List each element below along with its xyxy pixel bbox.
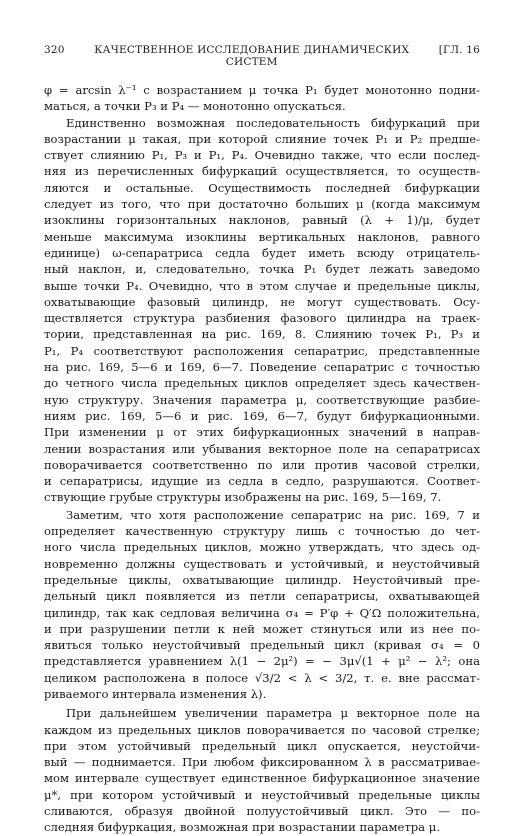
text-line: маться, а точки P₃ и P₄ — монотонно опускаться. [44, 99, 346, 114]
text-line: няя из перечисленных бифуркаций осуществляется, то осуществ- [44, 164, 480, 179]
text-line: до четного числа предельных циклов определяет здесь качествен- [44, 376, 480, 391]
text-line: и при разрушении петли к ней может стянуться или из нее по- [44, 621, 480, 636]
body-text [44, 82, 480, 836]
text-line: следует из того, что при достаточно больших μ (когда максимум [44, 197, 480, 212]
text-line: ществляется структура разбиения фазового цилиндра на траек- [44, 311, 480, 326]
running-title: КАЧЕСТВЕННОЕ ИССЛЕДОВАНИЕ ДИНАМИЧЕСКИХ СИСТЕМ [94, 44, 410, 68]
text-line: мом интервале существует единственное бифуркационное значение [44, 771, 480, 786]
text-line: ного числа предельных циклов, можно утверждать, что здесь од- [44, 540, 480, 555]
running-header [44, 44, 480, 68]
text-line: ную структуру. Значения параметра μ, соответствующие разбие- [44, 392, 480, 407]
text-line: представляется уравнением λ(1 − 2μ²) = − 3μ√(1 + μ² − λ²; она [44, 654, 480, 669]
text-line: риваемого интервала изменения λ). [44, 686, 267, 701]
paragraph [44, 82, 480, 115]
text-line: ствующие грубые структуры изображены на рис. 169, 5—169, 7. [44, 490, 442, 505]
text-line: лении возрастания или убывания векторное поле на сепаратрисах [44, 441, 480, 456]
text-line: дельный цикл появляется из петли сепаратрисы, охватывающей [44, 589, 480, 604]
text-line: При дальнейшем увеличении параметра μ векторное поле на [66, 706, 480, 721]
text-line: определяет качественную структуру лишь с точностью до чет- [44, 524, 480, 539]
page-number: 320 [44, 44, 65, 56]
paragraph [44, 115, 480, 506]
text-line: и сепаратрисы, идущие из седла в седло, разрушаются. Соответ- [44, 474, 480, 489]
text-line: новременно должны существовать и устойчивый, и неустойчивый [44, 556, 480, 571]
text-line: на рис. 169, 5—6 и 169, 6—7. Поведение сепаратрис с точностью [44, 360, 480, 375]
text-line: тории, представленная на рис. 169, 8. Слиянию точек P₁, P₃ и [44, 327, 480, 342]
paragraph [44, 705, 480, 835]
text-line: явиться только неустойчивый предельный цикл (кривая σ₄ = 0 [44, 638, 480, 653]
text-line: единице) ω-сепаратриса седла будет иметь всюду отрицатель- [44, 245, 480, 260]
text-line: P₁, P₄ соответствуют расположения сепаратрис, представленные [44, 343, 480, 358]
text-line: При изменении μ от этих бифуркационных значений в направ- [44, 425, 480, 440]
text-line: меньше максимума изоклины вертикальных наклонов, равного [44, 229, 480, 244]
paragraph [44, 507, 480, 703]
text-line: ниям рис. 169, 5—6 и рис. 169, 6—7, будут бифуркационными. [44, 408, 480, 423]
text-line: μ*, при котором устойчивый и неустойчивый предельные циклы [44, 787, 480, 802]
text-line: сливаются, образуя двойной полуустойчивый цикл. Это — по- [44, 804, 480, 819]
text-line: ляются и остальные. Осуществимость последней бифуркации [44, 180, 480, 195]
text-line: Заметим, что хотя расположение сепаратрис на рис. 169, 7 и [66, 507, 480, 522]
text-line: φ = arcsin λ⁻¹ с возрастанием μ точка P₁ будет монотонно подни- [44, 83, 480, 97]
text-line: выше точки P₄. Очевидно, что в этом случае и предельные циклы, [44, 278, 480, 293]
text-line: предельные циклы, охватывающие цилиндр. Неустойчивый пре- [44, 572, 480, 587]
text-line: ный наклон, и, следовательно, точка P₁ будет лежать заведомо [44, 262, 480, 277]
chapter-label: [ГЛ. 16 [438, 44, 480, 56]
text-line: изоклины горизонтальных наклонов, равный (λ + 1)/μ, будет [44, 213, 480, 228]
text-line: вый — поднимается. При любом фиксированном λ в рассматривае- [44, 755, 480, 770]
text-line: ствует слиянию P₁, P₃ и P₁, P₄. Очевидно также, что если послед- [44, 148, 480, 163]
text-line: охватывающие фазовый цилиндр, не могут существовать. Осу- [44, 294, 480, 309]
text-line: целиком расположена в полосе √3/2 < λ < 3/2, т. е. вне рассмат- [44, 670, 480, 685]
text-line: каждом из предельных циклов поворачивается по часовой стрелке; [44, 722, 480, 737]
text-line: возрастании μ такая, при которой слияние точек P₁ и P₂ предше- [44, 131, 480, 146]
text-line: при этом устойчивый предельный цикл опускается, неустойчи- [44, 738, 480, 753]
text-line: следняя бифуркация, возможная при возрастании параметра μ. [44, 820, 440, 835]
text-line: поворачивается соответственно по или против часовой стрелки, [44, 457, 480, 472]
text-line: Единственно возможная последовательность бифуркаций при [66, 115, 480, 130]
text-line: цилиндр, так как седловая величина σ₄ = P′φ + Q′Ω положительна, [44, 605, 480, 620]
